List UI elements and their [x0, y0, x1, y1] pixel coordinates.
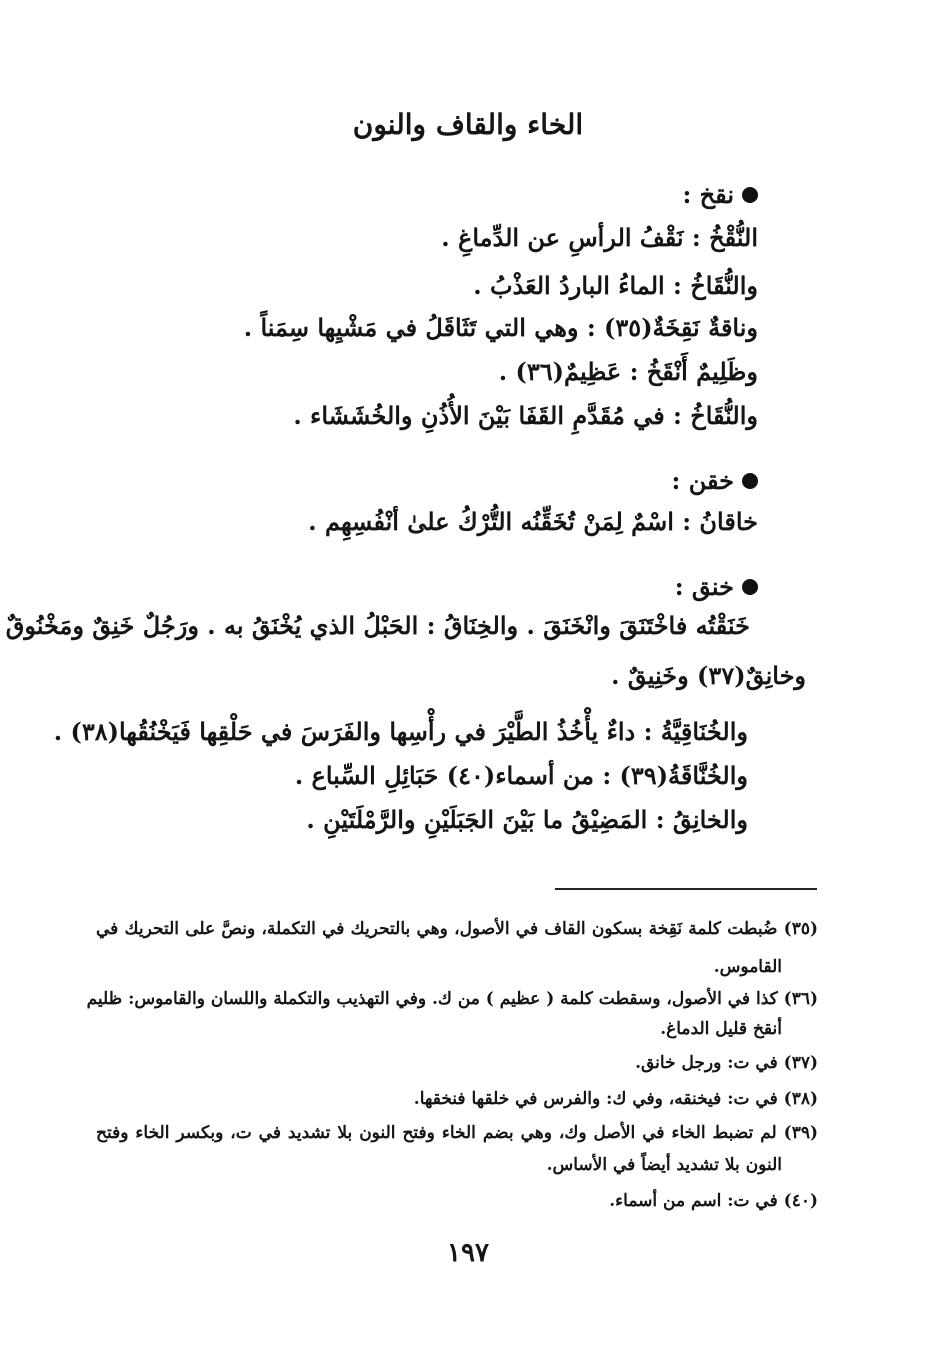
- entry-line: والنُّقَاخُ : في مُقَدَّمِ القَفَا بَيْنَ الأُذُنِ والخُشَشَاء .: [293, 401, 758, 430]
- section-heading-nqkh: [682, 180, 758, 209]
- footnote-line: أنقخ قليل الدماغ.: [660, 1019, 782, 1039]
- section-heading-label: خقن :: [671, 466, 734, 495]
- entry-line: وخانِقٌ(٣٧) وخَنِيقٌ .: [611, 661, 806, 690]
- entry-line: خَنَقْتُه فاخْتَنَقَ وانْخَنَقَ . والخِنَاقُ : الحَبْلُ الذي يُخْنَقُ به . ورَجُلٌ خَنِقٌ ومَخْنُوقٌ: [5, 611, 750, 640]
- footnote-line: (٣٨) في ت: فيخنقه، وفي ك: والفرس في خلقها فنخقها.: [413, 1089, 818, 1109]
- footnote-line: (٣٥) ضُبطت كلمة نَقِخة بسكون القاف في الأصول، وهي بالتحريك في التكملة، ونصَّ على التحريك في: [96, 919, 818, 939]
- footnote-divider: [555, 888, 817, 890]
- entry-line: خاقانُ : اسْمٌ لِمَنْ تُخَقِّنُه التُّرْكُ علىٰ أنْفُسِهِم .: [308, 507, 758, 536]
- entry-line: والخُنَاقِيَّةُ : داءٌ يأْخُذُ الطَّيْرَ في رأْسِها والفَرَسَ في حَلْقِها فَيَخْنُقُها(٣٨) .: [53, 717, 748, 746]
- bullet-icon: [742, 473, 758, 489]
- section-heading-label: نقخ :: [682, 180, 734, 209]
- entry-line: والخُنَّاقَةُ(٣٩) : من أسماء(٤٠) حَبَائِلِ السِّباع .: [294, 761, 748, 790]
- footnote-line: (٣٧) في ت: ورجل خانق.: [635, 1053, 818, 1073]
- entry-line: والخانِقُ : المَضِيْقُ ما بَيْنَ الجَبَلَيْنِ والرَّمْلَتَيْنِ .: [306, 805, 748, 834]
- entry-line: والنُّقَاخُ : الماءُ الباردُ العَذْبُ .: [473, 271, 758, 300]
- footnote-line: (٤٠) في ت: اسم من أسماء.: [609, 1191, 818, 1211]
- section-heading-khqn: [672, 466, 758, 495]
- footnote-line: النون بلا تشديد أيضاً في الأساس.: [546, 1155, 782, 1175]
- section-heading-khnq: [675, 572, 758, 601]
- bullet-icon: [742, 579, 758, 595]
- page-number: ١٩٧: [447, 1238, 489, 1268]
- footnote-line: (٣٩) لم تضبط الخاء في الأصل وك، وهي بضم الخاء وفتح النون بلا تشديد في ت، وبكسر الخاء وفتح: [96, 1123, 818, 1143]
- footnote-line: القاموس.: [713, 957, 782, 977]
- entry-line: وناقةٌ نَقِخَةٌ(٣٥) : وهي التي تَثَاقَلُ في مَشْيِها سِمَناً .: [243, 313, 758, 342]
- footnote-line: (٣٦) كذا في الأصول، وسقطت كلمة ( عظيم ) من ك. وفي التهذيب والتكملة واللسان والقاموس: ظليم: [86, 989, 818, 1009]
- entry-line: النُّقْخُ : نَقْفُ الرأسِ عن الدِّماغِ .: [441, 223, 758, 252]
- section-heading-label: خنق :: [674, 572, 734, 601]
- bullet-icon: [742, 187, 758, 203]
- entry-line: وظَلِيمٌ أَنْقَخُ : عَظِيمٌ(٣٦) .: [498, 357, 758, 386]
- page-title: الخاء والقاف والنون: [352, 108, 584, 141]
